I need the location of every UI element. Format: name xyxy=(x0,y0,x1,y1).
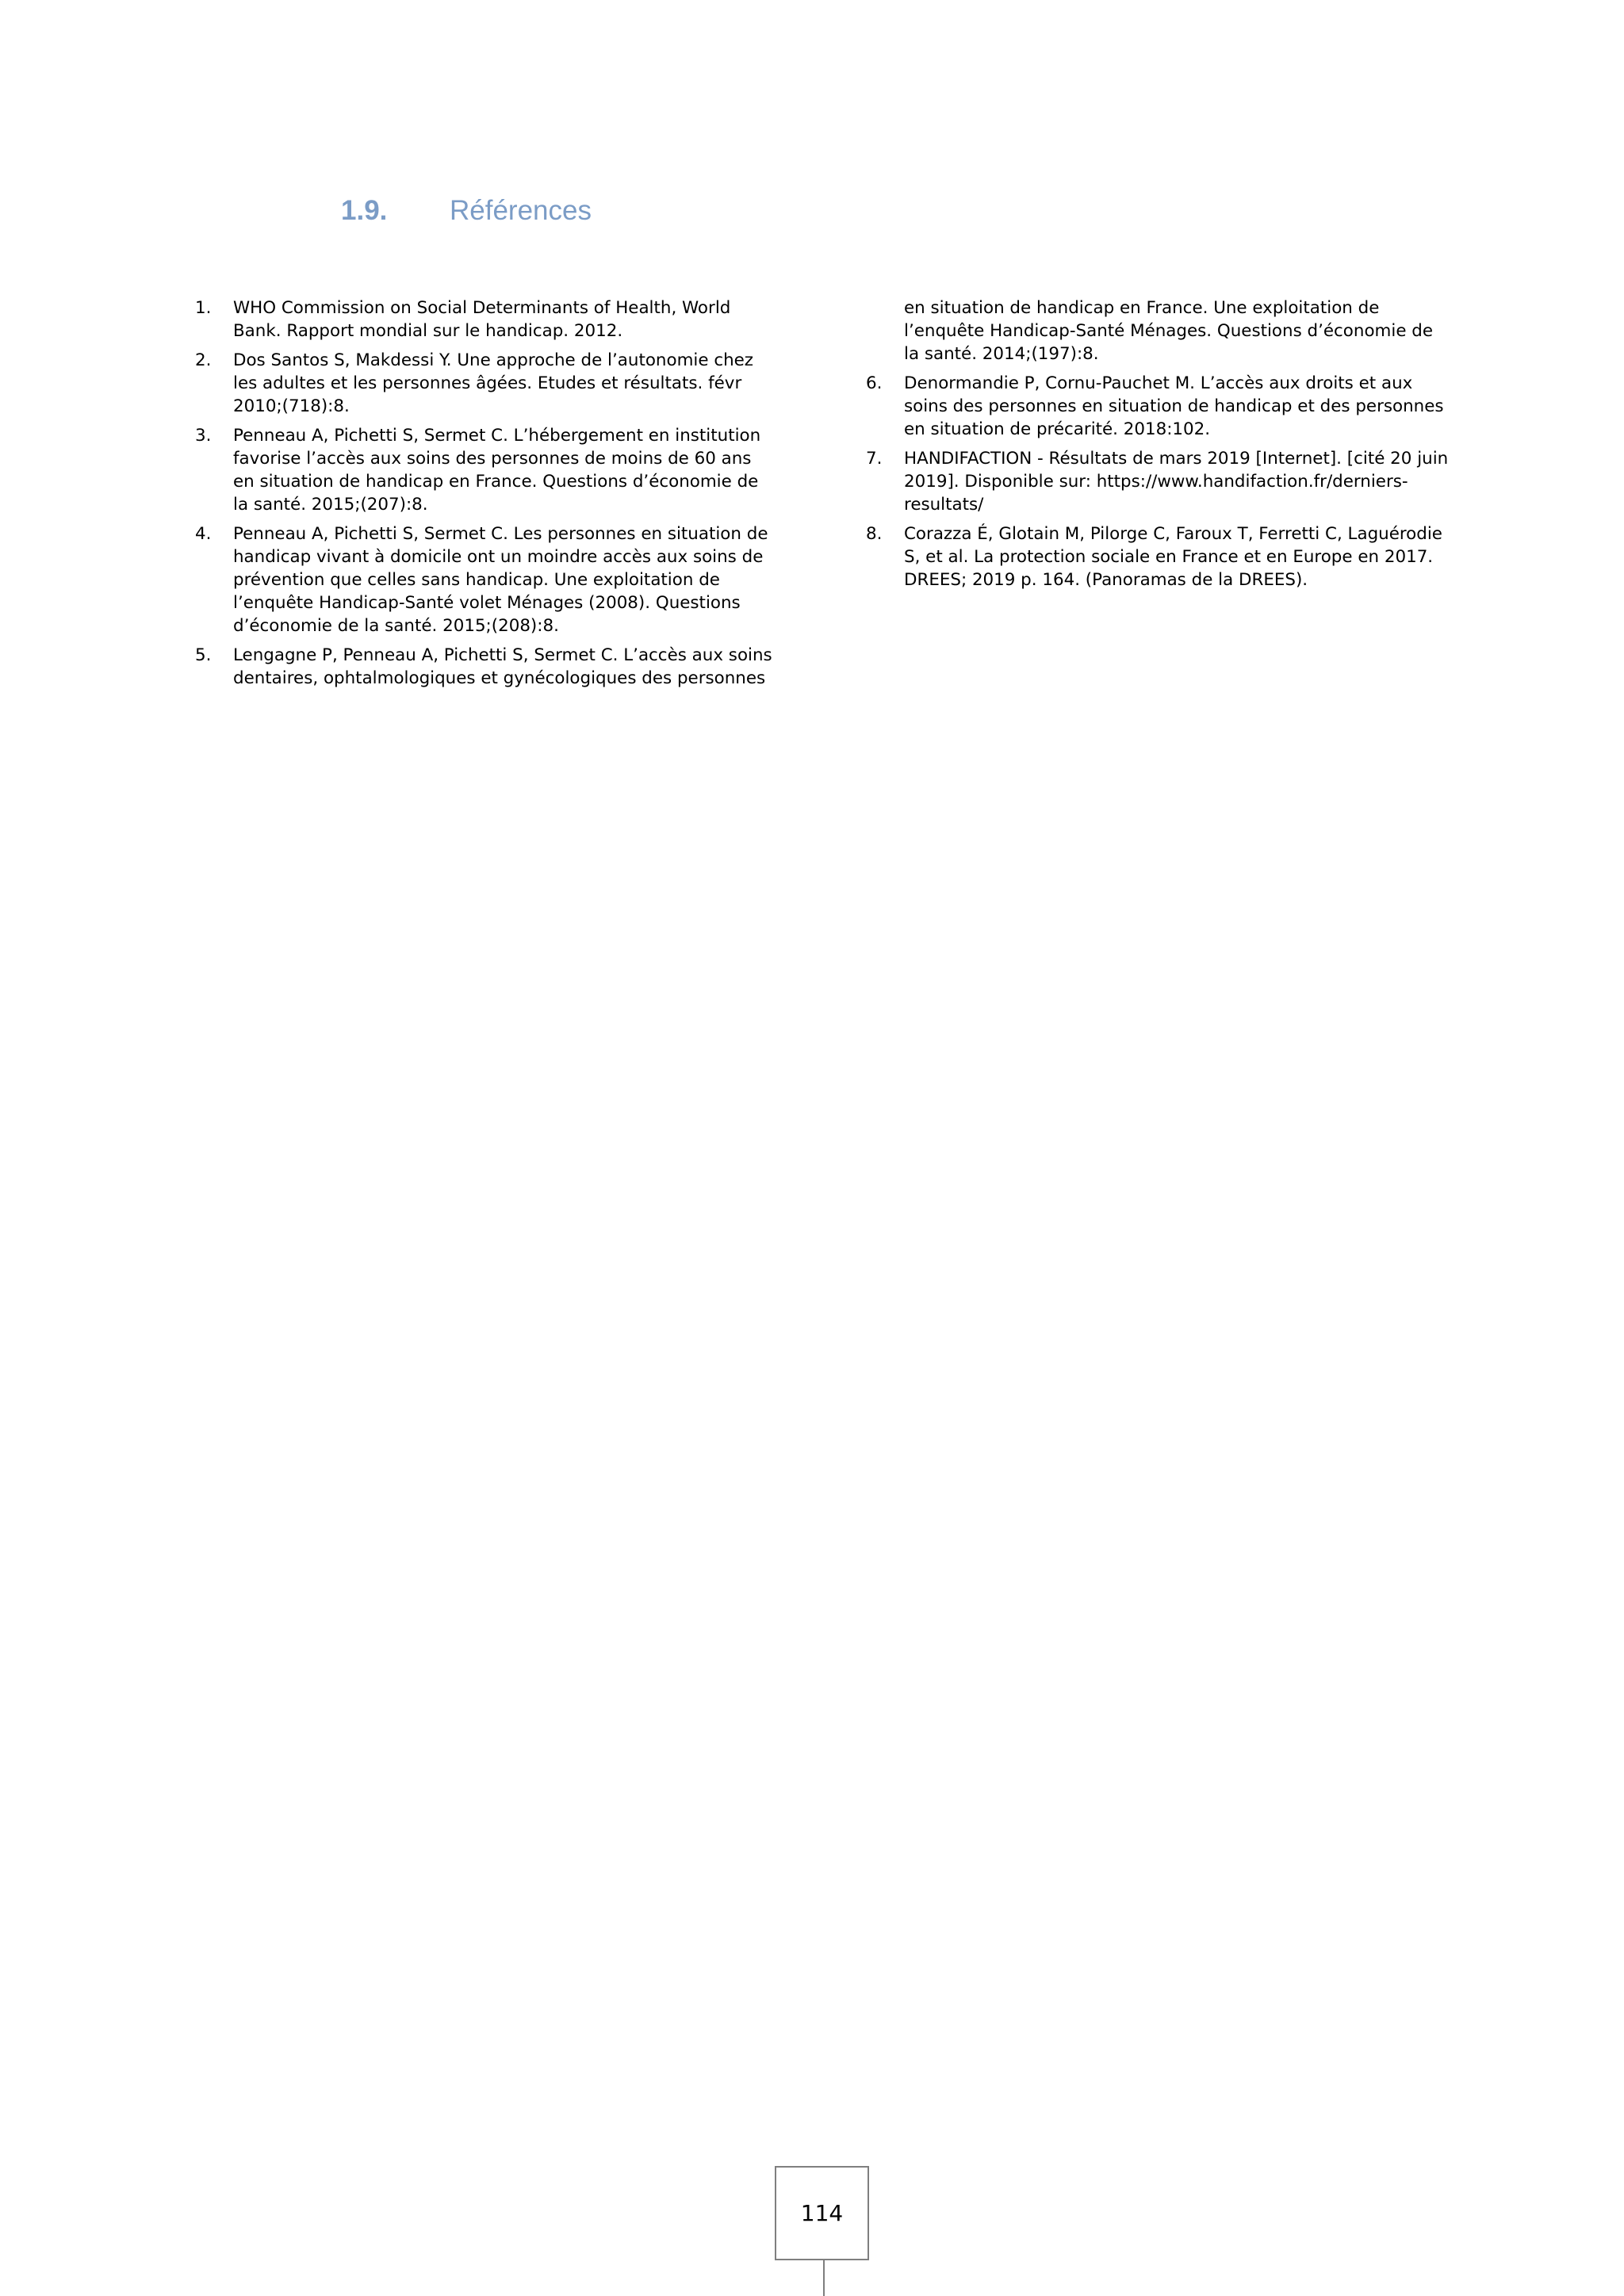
reference-item xyxy=(195,522,774,637)
reference-item xyxy=(866,522,1453,591)
reference-text: Lengagne P, Penneau A, Pichetti S, Sermet C. L’accès aux soins dentaires, ophtalmologiques et gynécologiques des personnes xyxy=(233,645,772,688)
reference-number: 1. xyxy=(195,298,212,318)
reference-text: HANDIFACTION - Résultats de mars 2019 [Internet]. [cité 20 juin 2019]. Disponible sur: https://www.handifaction.fr/derniers-resultats/ xyxy=(904,449,1449,515)
section-number: 1.9. xyxy=(341,195,388,226)
references-right-column xyxy=(866,297,1453,598)
reference-text: Penneau A, Pichetti S, Sermet C. L’hébergement en institution favorise l’accès aux soins des personnes de moins de 60 ans en situation de handicap en France. Questions d’économie de la santé. 2015;(207):8. xyxy=(233,426,761,515)
reference-number: 3. xyxy=(195,426,212,446)
reference-item xyxy=(866,447,1453,516)
reference-number: 2. xyxy=(195,350,212,370)
reference-item xyxy=(195,297,774,342)
reference-number: 4. xyxy=(195,524,212,544)
reference-item xyxy=(195,644,774,690)
page-number-box xyxy=(775,2166,869,2260)
reference-number: 7. xyxy=(866,449,883,469)
reference-text: Corazza É, Glotain M, Pilorge C, Faroux T, Ferretti C, Laguérodie S, et al. La protection sociale en France et en Europe en 2017. DREES; 2019 p. 164. (Panoramas de la DREES). xyxy=(904,524,1442,590)
section-title: Références xyxy=(450,195,592,226)
reference-text: Dos Santos S, Makdessi Y. Une approche de l’autonomie chez les adultes et les personnes âgées. Etudes et résultats. févr 2010;(718):8. xyxy=(233,350,754,416)
reference-continuation: en situation de handicap en France. Une exploitation de l’enquête Handicap-Santé Ménages. Questions d’économie de la santé. 2014;(197):8. xyxy=(904,298,1434,364)
reference-number: 8. xyxy=(866,524,883,544)
reference-number: 6. xyxy=(866,373,883,393)
section-heading xyxy=(341,190,592,232)
reference-text: WHO Commission on Social Determinants of Health, World Bank. Rapport mondial sur le handicap. 2012. xyxy=(233,298,731,341)
reference-item xyxy=(195,349,774,418)
reference-item xyxy=(866,372,1453,441)
reference-number: 5. xyxy=(195,645,212,665)
reference-text: Denormandie P, Cornu-Pauchet M. L’accès aux droits et aux soins des personnes en situation de handicap et des personnes en situation de précarité. 2018:102. xyxy=(904,373,1444,439)
reference-item xyxy=(195,424,774,516)
references-left-column xyxy=(195,297,774,696)
reference-text: Penneau A, Pichetti S, Sermet C. Les personnes en situation de handicap vivant à domicile ont un moindre accès aux soins de prévention que celles sans handicap. Une exploitation de l’enquête Handicap-Santé volet Ménages (2008). Questions d’économie de la santé. 2015;(208):8. xyxy=(233,524,768,636)
page-number: 114 xyxy=(800,2200,844,2226)
page-number-connector-line xyxy=(823,2260,825,2296)
